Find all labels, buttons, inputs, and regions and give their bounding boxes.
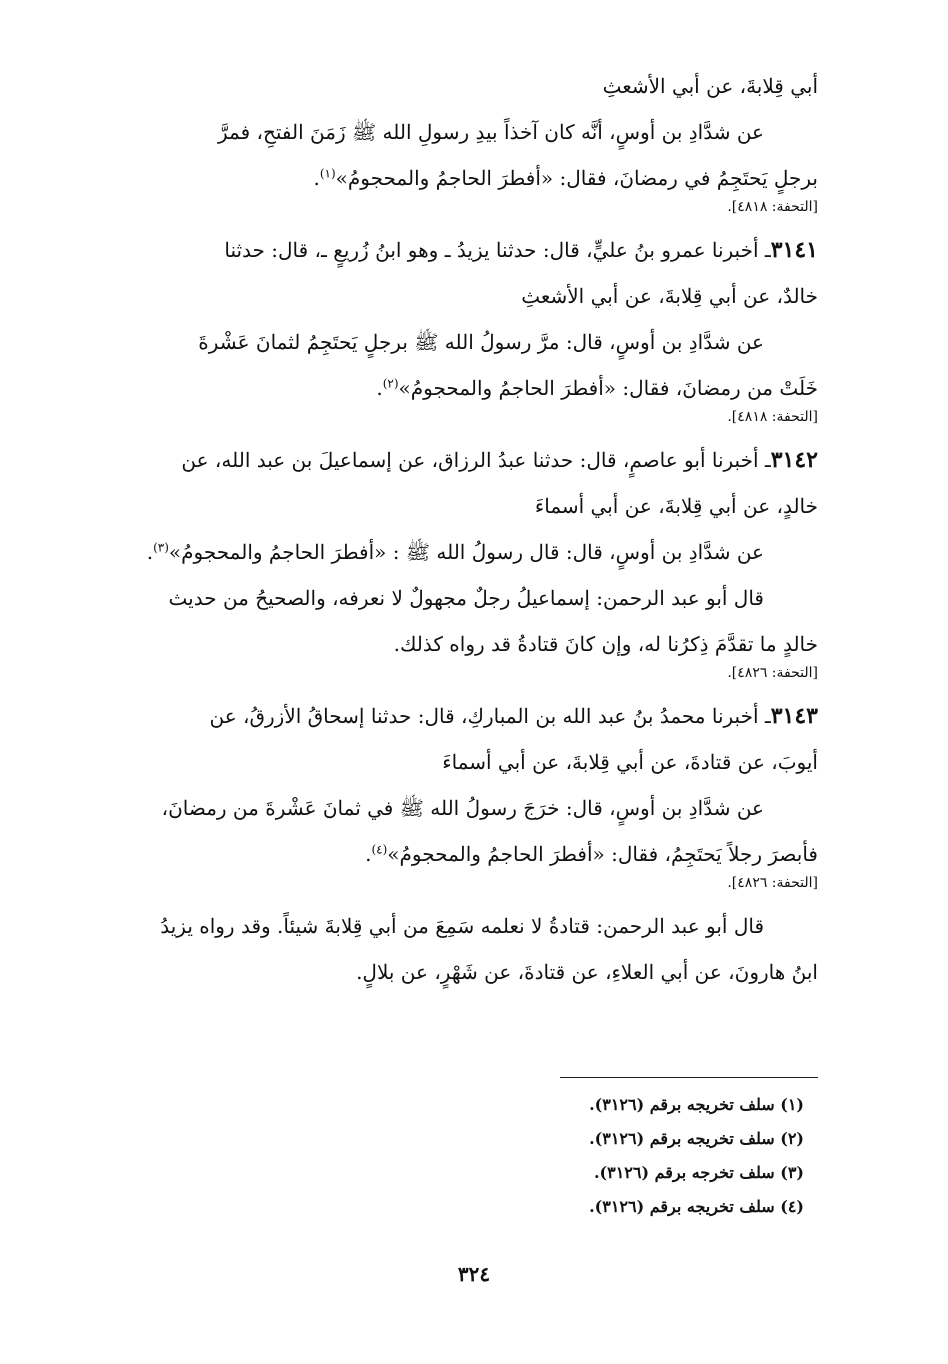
footnote-marker: (٤) xyxy=(371,842,388,857)
line-punct: . xyxy=(376,376,383,400)
footnote-divider xyxy=(560,1077,818,1078)
text-line: ابنُ هارونَ، عن أبي العلاءِ، عن قتادةَ، عن شَهْرٍ، عن بلالٍ. xyxy=(356,960,818,984)
line-punct: . xyxy=(146,540,154,564)
hadith-heading xyxy=(108,226,818,272)
line-text: خَلَتْ من رمضانَ، فقال: «أفطرَ الحاجمُ والمحجومُ» xyxy=(398,376,818,400)
text-line: خالدٍ ما تقدَّمَ ذِكرُنا له، وإن كانَ قتادةُ قد رواه كذلك. xyxy=(393,632,818,656)
line-text: برجلٍ يَحتَجِمُ في رمضانَ، فقال: «أفطرَ الحاجمُ والمحجومُ» xyxy=(335,166,818,190)
text-line: عن شدَّادِ بن أوسٍ، أنَّه كان آخذاً بيدِ رسولِ الله ﷺ زَمَنَ الفتحِ، فمرَّ xyxy=(218,120,764,144)
footnote-marker: (٣) xyxy=(153,540,169,555)
tuhfa-reference: [التحفة: ٤٨١٨]. xyxy=(727,409,818,425)
tuhfa-reference: [التحفة: ٤٨٢٦]. xyxy=(727,875,818,891)
hadith-heading xyxy=(108,436,818,482)
footnote-marker: (٢) xyxy=(382,376,399,391)
text-line: قال أبو عبد الرحمن: قتادةُ لا نعلمه سَمِعَ من أبي قِلابةَ شيئاً. وقد رواه يزيدُ xyxy=(160,914,764,938)
text-line: عن شدَّادِ بن أوسٍ، قال: خرَجَ رسولُ الله ﷺ في ثمانَ عَشْرةَ من رمضانَ، xyxy=(161,796,764,820)
main-text xyxy=(108,62,818,994)
footnote: (٤) سلف تخريجه برقم (٣١٢٦). xyxy=(589,1197,804,1216)
text-line: خالدٍ، عن أبي قِلابةَ، عن أبي أسماءَ xyxy=(534,494,818,518)
footnote: (٢) سلف تخريجه برقم (٣١٢٦). xyxy=(589,1129,804,1148)
footnotes xyxy=(438,1088,818,1224)
hadith-isnad: ـ أخبرنا محمدُ بنُ عبد الله بن المباركِ، قال: حدثنا إسحاقُ الأزرقُ، عن xyxy=(209,704,771,728)
hadith-number: ٣١٤٢ xyxy=(770,447,818,473)
tuhfa-reference: [التحفة: ٤٨١٨]. xyxy=(727,199,818,215)
line-text: عن شدَّادِ بن أوسٍ، قال: قال رسولُ الله ﷺ : «أفطرَ الحاجمُ والمحجومُ» xyxy=(168,540,764,564)
text-line: قال أبو عبد الرحمن: إسماعيلُ رجلٌ مجهولٌ لا نعرفه، والصحيحُ من حديث xyxy=(168,586,764,610)
footnote: (٣) سلف تخرجه برقم (٣١٢٦). xyxy=(593,1163,804,1182)
text-line: أبي قِلابةَ، عن أبي الأشعثِ xyxy=(602,74,818,98)
hadith-heading xyxy=(108,692,818,738)
line-text: فأبصرَ رجلاً يَحتَجِمُ، فقال: «أفطرَ الحاجمُ والمحجومُ» xyxy=(387,842,818,866)
hadith-number: ٣١٤٣ xyxy=(770,703,818,729)
hadith-isnad: ـ أخبرنا أبو عاصمٍ، قال: حدثنا عبدُ الرزاق، عن إسماعيلَ بن عبد الله، عن xyxy=(181,448,771,472)
hadith-isnad: ـ أخبرنا عمرو بنُ عليٍّ، قال: حدثنا يزيدُ ـ وهو ابنُ زُريعٍ ـ، قال: حدثنا xyxy=(224,238,771,262)
footnote: (١) سلف تخريجه برقم (٣١٢٦). xyxy=(589,1095,804,1114)
line-punct: . xyxy=(313,166,320,190)
text-line xyxy=(108,528,818,574)
hadith-number: ٣١٤١ xyxy=(770,237,818,263)
line-punct: . xyxy=(365,842,372,866)
text-line: أيوبَ، عن قتادةَ، عن أبي قِلابةَ، عن أبي أسماءَ xyxy=(442,750,818,774)
text-line: خالدٌ، عن أبي قِلابةَ، عن أبي الأشعثِ xyxy=(521,284,818,308)
tuhfa-reference: [التحفة: ٤٨٢٦]. xyxy=(727,665,818,681)
footnote-marker: (١) xyxy=(319,166,336,181)
text-line: عن شدَّادِ بن أوسٍ، قال: مرَّ رسولُ الله ﷺ برجلٍ يَحتَجِمُ لثمانَ عَشْرةَ xyxy=(198,330,764,354)
page-number: ٣٢٤ xyxy=(457,1262,491,1286)
